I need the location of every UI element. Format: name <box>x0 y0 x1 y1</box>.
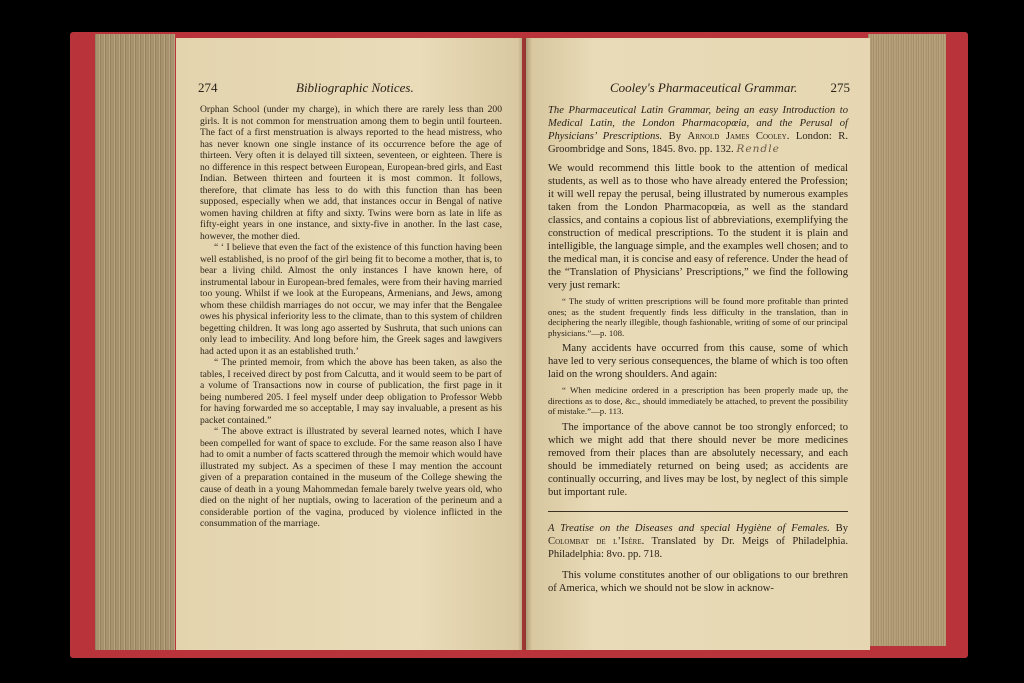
section-divider <box>548 511 848 512</box>
left-page-number: 274 <box>198 80 218 95</box>
paragraph: The importance of the above cannot be too strongly enforced; to which we might add that there should never be more medicines removed from their places than are absolutely necessary, and each should be immediately returned on being used; as accidents are continually occurring, and lives may be lost, by neglect of this simple but important rule. <box>548 421 848 498</box>
notice-author: Colombat de l’Isère. <box>548 535 645 547</box>
notice-heading <box>548 104 848 156</box>
paragraph: Many accidents have occurred from this cause, some of which have led to very serious consequences, the blame of which is too often laid on the wrong shoulders. And again: <box>548 343 848 380</box>
right-page-body <box>548 104 848 595</box>
right-page-number: 275 <box>830 80 850 95</box>
notice-heading <box>548 522 848 561</box>
handwritten-annotation: Rendle <box>736 143 780 155</box>
notice-author: Arnold James Cooley. <box>687 131 790 142</box>
page-edges-right <box>868 34 946 646</box>
page-edges-left <box>95 34 175 650</box>
author-prefix: By <box>668 131 682 142</box>
quotation: “ When medicine ordered in a prescription has been properly made up, the directions as to dose, &c., should immediately be attached, to prevent the possibility of mistake.”—p. 113. <box>548 385 848 416</box>
notice-title: The Pharmaceutical Latin Grammar, being an easy Introduction to Medical Latin, the London Pharmacopœia, and the Perusal of Physicians’ Prescriptions. <box>548 105 848 142</box>
paragraph: We would recommend this little book to the attention of medical students, as well as to those who have already entered the Profession; it will well repay the perusal, being illustrated by numerous examples taken from the London Pharmacopœia, as well as the standard classics, and contains a copious list of abbreviations, exemplifying the construction of medical prescriptions. To the student it is plain and intelligible, the language simple, and the examples well chosen; and to the medical man, it is concise and easy of reference. Under the head of the “Translation of Physicians’ Prescriptions,” we find the following very just remark: <box>548 163 848 291</box>
right-running-head: Cooley's Pharmaceutical Grammar. <box>610 80 798 95</box>
paragraph: “ The printed memoir, from which the above has been taken, as also the tables, I received direct by post from Calcutta, and it would seem to be part of a volume of Transactions now in course of publication, the first page in it being numbered 205. I feel myself under deep obligation to Professor Webb for having forwarded me so acceptable, I may say invaluable, a present as his packet contained.” <box>200 357 502 426</box>
left-page-body <box>200 104 502 530</box>
left-running-head: Bibliographic Notices. <box>296 80 414 95</box>
paragraph: This volume constitutes another of our obligations to our brethren of America, which we should not be slow in acknow- <box>548 569 848 594</box>
paragraph: Orphan School (under my charge), in which there are rarely less than 200 girls. It is not common for menstruation among them to begin until fourteen. The fact of a first menstruation is always reported to the head mistress, who has never known one single instance of its occurrence before the age of thirteen. Very often it is delayed till sixteen, seventeen, or eighteen. There is no difference in this respect between European, European-bred girls, and East Indian. Between thirteen and fourteen it is most common. It follows, therefore, that climate has less to do with this function than has been supposed, especially when we add, that instances occur in Bengal of native women having children at fifty and sixty. Twins were born as late in life as fifty-eight years in one instance, and sixty-five in another. In the last case, however, the mother died. <box>200 104 502 242</box>
notice-title: A Treatise on the Diseases and special Hygiène of Females. <box>548 522 830 534</box>
right-page <box>526 38 870 650</box>
notice-imprint: London: R. Groombridge and Sons, 1845. 8vo. pp. 132. <box>548 131 849 155</box>
paragraph: “ ‘ I believe that even the fact of the existence of this function having been well established, is no proof of the girl being fit to become a mother, that is, to bear a living child. Almost the only instances I have known here, of instrumental labour in European-bred females, were from their having married too young. Whilst if we look at the Europeans, Armenians, and Jews, among whom these childish marriages do not occur, we may infer that the Bengalee owes his physical inferiority less to the climate, than to this system of children begetting children. It was long ago asserted by Sushruta, that such unions can only lead to imbecility. And long before him, the Greek sages and lawgivers had acted upon it as an established truth.’ <box>200 242 502 357</box>
quotation: “ The study of written prescriptions will be found more profitable than printed ones; as the student frequently finds less difficulty in the translation, than in deciphering the nearly illegible, though fashionable, writing of some of our principal physicians.”—p. 108. <box>548 296 848 338</box>
byline-prefix: By <box>835 522 848 534</box>
notice-byline: Translated by Dr. Meigs of Philadelphia. Philadelphia: 8vo. pp. 718. <box>548 535 848 560</box>
paragraph: “ The above extract is illustrated by several learned notes, which I have been compelled for want of space to exclude. For the same reason also I have had to omit a number of facts scattered through the memoir which would have illustrated my subject. As a specimen of these I may mention the account given of a preparation contained in the museum of the College shewing the cause of death in a young Mahommedan female barely twelve years old, who died on the night of her nuptials, owing to laceration of the perineum and a considerable portion of the vagina, produced by violence inflicted in the consummation of the marriage. <box>200 426 502 529</box>
book-gutter <box>518 38 532 650</box>
left-page <box>176 38 522 650</box>
